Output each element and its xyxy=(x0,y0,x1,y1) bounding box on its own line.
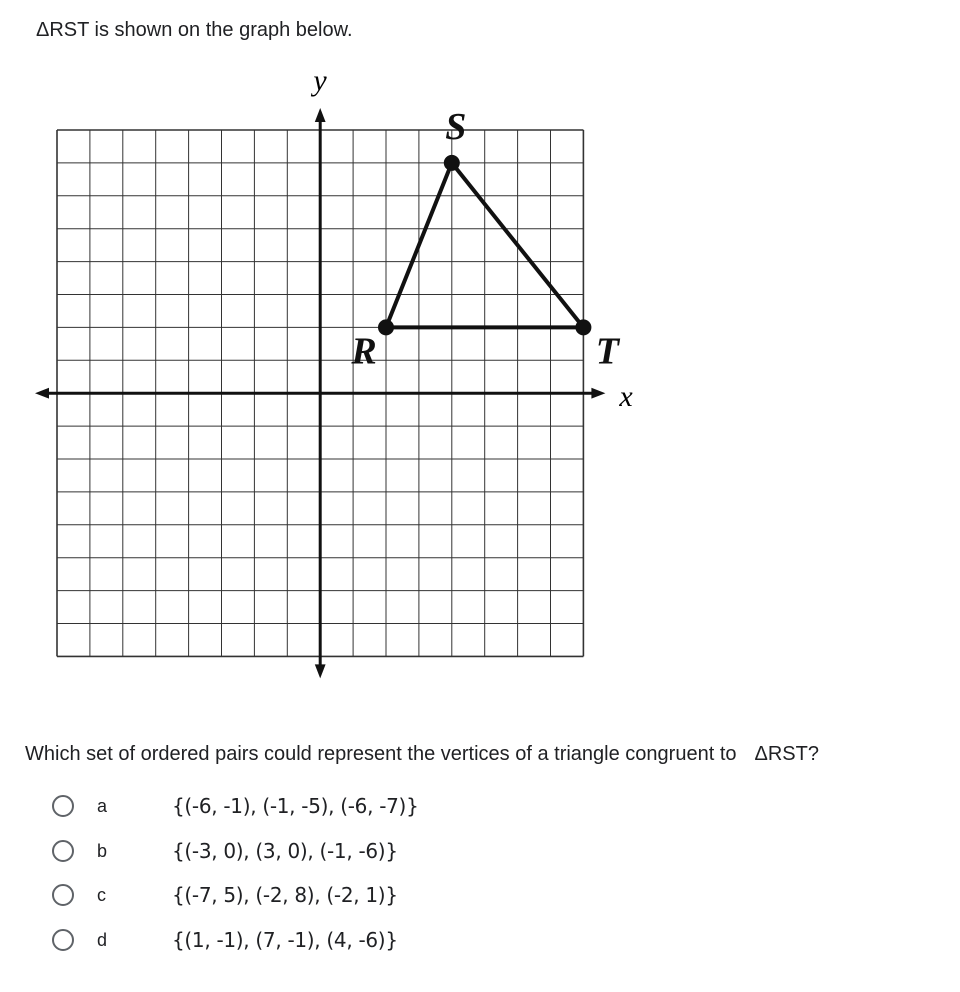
question-text xyxy=(25,740,819,768)
option-a[interactable] xyxy=(52,786,572,826)
option-b[interactable] xyxy=(52,831,572,871)
y-axis-arrow-up xyxy=(315,108,326,122)
option-c-text: {(-7, 5), (-2, 8), (-2, 1)} xyxy=(172,883,398,907)
vertex-label-t: T xyxy=(595,330,620,373)
radio-b[interactable] xyxy=(52,840,74,862)
x-axis-arrow-right xyxy=(591,388,605,399)
vertex-r xyxy=(378,319,394,335)
question-triangle: ΔRST? xyxy=(754,743,819,765)
vertex-label-s: S xyxy=(445,105,467,148)
y-axis-label: y xyxy=(313,64,327,97)
option-c-letter: c xyxy=(97,884,106,905)
option-b-letter: b xyxy=(97,840,108,861)
coordinate-graph xyxy=(0,60,700,690)
option-d[interactable] xyxy=(52,920,572,960)
radio-a[interactable] xyxy=(52,795,74,817)
x-axis-arrow-left xyxy=(35,388,49,399)
option-c[interactable] xyxy=(52,875,572,915)
axes xyxy=(35,105,605,678)
vertex-t xyxy=(575,319,591,335)
option-d-letter: d xyxy=(97,929,108,950)
x-axis-label: x xyxy=(619,380,633,413)
radio-d[interactable] xyxy=(52,929,74,951)
prompt-text: ΔRST is shown on the graph below. xyxy=(36,19,353,41)
option-b-text: {(-3, 0), (3, 0), (-1, -6)} xyxy=(172,839,398,863)
option-a-text: {(-6, -1), (-1, -5), (-6, -7)} xyxy=(172,794,419,818)
radio-c[interactable] xyxy=(52,884,74,906)
option-a-letter: a xyxy=(97,795,108,816)
question-body: Which set of ordered pairs could represent the vertices of a triangle congruent to xyxy=(25,743,737,765)
vertex-label-r: R xyxy=(351,330,377,373)
triangle-rst xyxy=(350,106,620,373)
vertex-s xyxy=(444,155,460,171)
y-axis-arrow-down xyxy=(315,664,326,678)
option-d-text: {(1, -1), (7, -1), (4, -6)} xyxy=(172,928,398,952)
